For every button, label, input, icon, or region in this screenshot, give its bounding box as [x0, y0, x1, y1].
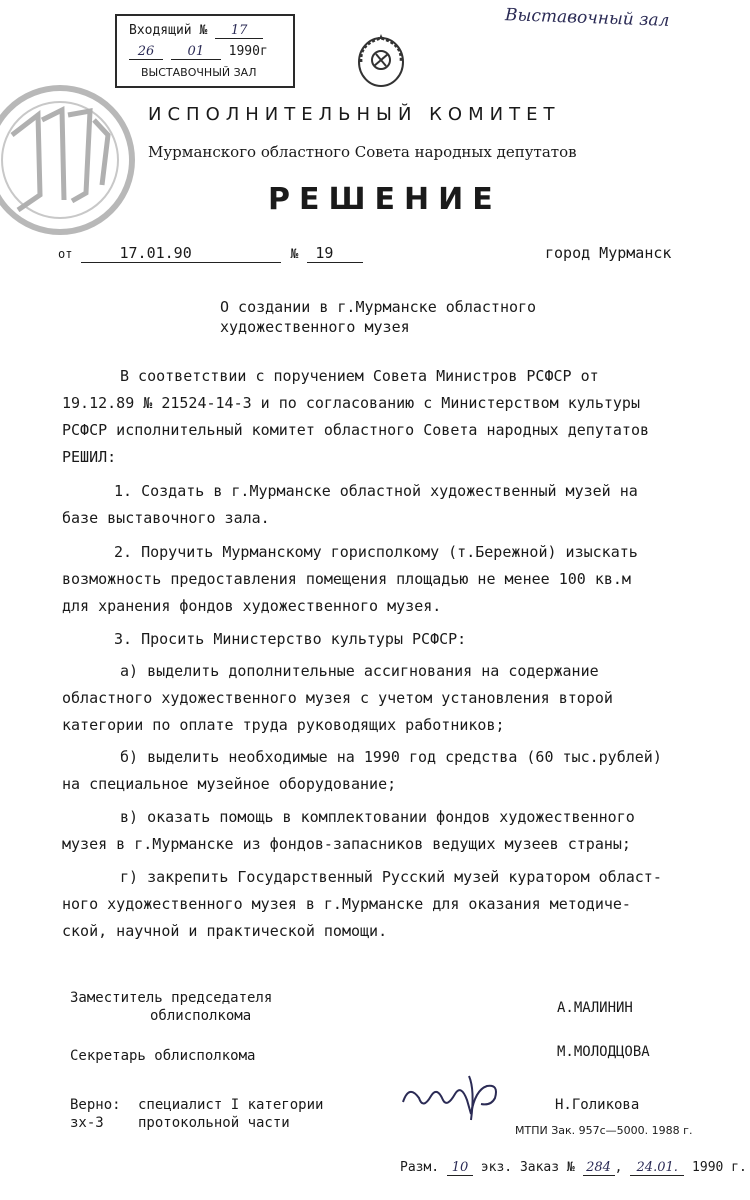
copies-unit: экз.: [480, 1160, 513, 1175]
stamp-incoming-label: Входящий №: [129, 23, 208, 38]
order-year: 1990 г.: [692, 1160, 747, 1175]
footer-print-run: Разм. 10 экз. Заказ № 284 , 24.01. 1990 г.: [400, 1160, 747, 1175]
printing-info: МТПИ Зак. 957с—5000. 1988 г.: [515, 1124, 693, 1137]
order-date: 24.01.: [630, 1160, 684, 1176]
verified-name: Н.Голикова: [555, 1097, 640, 1113]
order-label: Заказ №: [519, 1160, 575, 1175]
point-3c-line: музея в г.Мурманске из фондов-запасников ведущих музеев страны;: [62, 835, 631, 853]
number-label: №: [290, 247, 299, 262]
secretary-name: М.МОЛОДЦОВА: [557, 1044, 650, 1060]
point-1-line: базе выставочного зала.: [62, 509, 270, 527]
body-line: В соответствии с поручением Совета Министров РСФСР от: [120, 367, 599, 385]
stamp-month: 01: [171, 44, 221, 60]
deputy-title-2: облисполкома: [150, 1008, 252, 1024]
council-heading: Мурманского областного Совета народных депутатов: [148, 143, 577, 161]
secretary-title: Секретарь облисполкома: [70, 1048, 256, 1064]
point-3d-line: г) закрепить Государственный Русский музей куратором област-: [120, 868, 662, 886]
point-3b-line: б) выделить необходимые на 1990 год средства (60 тыс.рублей): [120, 748, 662, 766]
verified-dept: зх-3: [70, 1115, 104, 1131]
decision-date: 17.01.90: [81, 244, 281, 263]
stamp-year: 1990г: [228, 44, 268, 59]
date-from-label: от: [58, 247, 73, 261]
point-2-line: возможность предоставления помещения площадью не менее 100 кв.м: [62, 570, 631, 588]
city: город Мурманск: [545, 244, 672, 262]
subject-line-1: О создании в г.Мурманске областного: [220, 298, 537, 316]
body-line: РЕШИЛ:: [62, 448, 117, 466]
point-2-line: 2. Поручить Мурманскому горисполкому (т.Бережной) изыскать: [114, 543, 638, 561]
body-line: 19.12.89 № 21524-14-3 и по согласованию с Министерством культуры: [62, 394, 640, 412]
point-3a-line: категории по оплате труда руководящих работников;: [62, 716, 505, 734]
deputy-title: Заместитель председателя: [70, 990, 273, 1006]
point-3d-line: ской, научной и практической помощи.: [62, 922, 388, 940]
verified-label: Верно:: [70, 1097, 121, 1113]
subject-line-2: художественного музея: [220, 318, 410, 336]
decision-number: 19: [307, 244, 363, 263]
archive-seal: [0, 75, 150, 245]
point-3d-line: ного художественного музея в г.Мурманске для оказания методиче-: [62, 895, 631, 913]
handwritten-note: Выставочный зал: [504, 5, 670, 31]
point-3c-line: в) оказать помощь в комплектовании фондов художественного: [120, 808, 635, 826]
stamp-org: ВЫСТАВОЧНЫЙ ЗАЛ: [141, 66, 257, 79]
copies-count: 10: [447, 1160, 473, 1176]
point-1-line: 1. Создать в г.Мурманске областной художественный музей на: [114, 482, 638, 500]
body-line: РСФСР исполнительный комитет областного Совета народных депутатов: [62, 421, 649, 439]
point-3b-line: на специальное музейное оборудование;: [62, 775, 397, 793]
point-3a-line: областного художественного музея с учетом установления второй: [62, 689, 613, 707]
committee-heading: ИСПОЛНИТЕЛЬНЫЙ КОМИТЕТ: [148, 104, 561, 125]
copies-label: Разм.: [400, 1160, 440, 1175]
ussr-emblem-icon: [355, 32, 407, 90]
verified-role-1: специалист I категории: [138, 1097, 324, 1113]
point-2-line: для хранения фондов художественного музея.: [62, 597, 442, 615]
incoming-stamp: [115, 14, 295, 88]
point-3a-line: а) выделить дополнительные ассигнования на содержание: [120, 662, 599, 680]
stamp-number: 17: [215, 23, 263, 39]
order-number: 284: [583, 1160, 615, 1176]
verified-role-2: протокольной части: [138, 1115, 290, 1131]
document-title: РЕШЕНИЕ: [268, 182, 502, 217]
stamp-day: 26: [129, 44, 163, 60]
deputy-name: А.МАЛИНИН: [557, 1000, 633, 1016]
point-3-heading: 3. Просить Министерство культуры РСФСР:: [114, 630, 467, 648]
handwritten-signature: [395, 1070, 515, 1130]
